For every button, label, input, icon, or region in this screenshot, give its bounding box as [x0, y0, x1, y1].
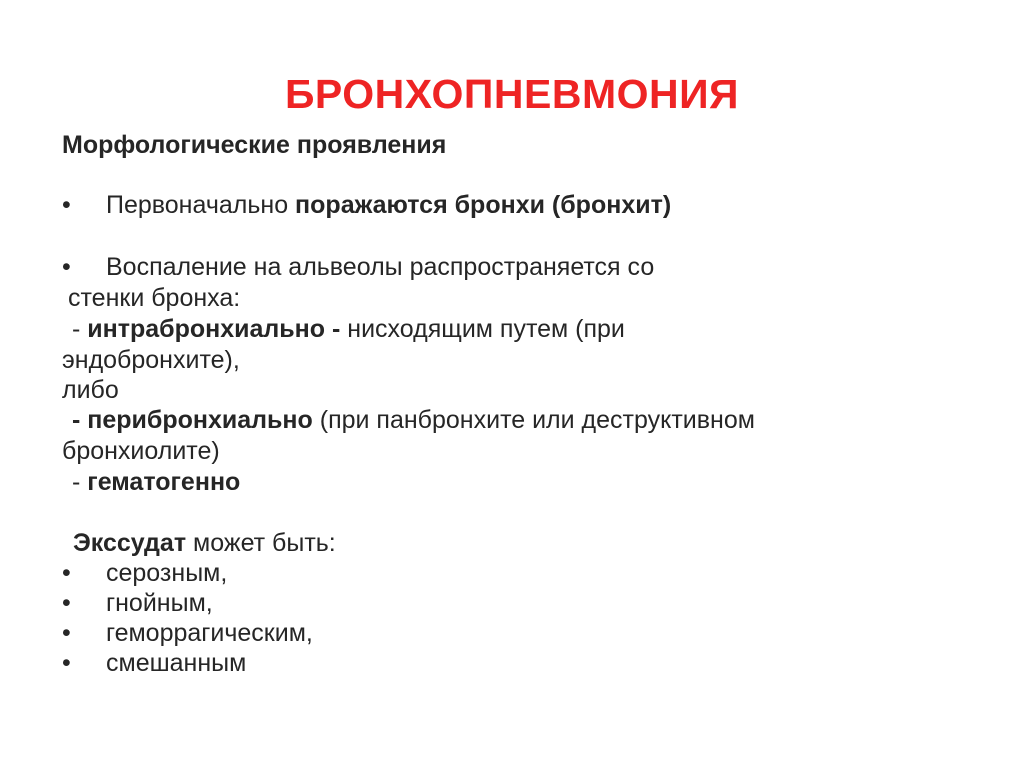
route-or: либо [62, 376, 119, 404]
route-intra-rest: нисходящим путем (при [347, 315, 625, 343]
bullet-marker: • [62, 649, 71, 677]
route-peri-continuation: бронхиолите) [62, 437, 220, 465]
route-intra-prefix: - [72, 315, 88, 343]
exudate-item: серозным, [106, 559, 228, 587]
route-hematogenous [72, 466, 240, 498]
exudate-item: геморрагическим, [106, 619, 313, 647]
route-peri-bold: - перибронхиально [72, 406, 320, 434]
point-1-normal: Первоначально [106, 191, 296, 219]
exudate-heading [73, 527, 336, 559]
exudate-bold: Экссудат [73, 529, 194, 557]
bullet-marker: • [62, 253, 71, 281]
route-hemato-bold: гематогенно [87, 468, 241, 496]
route-intra-continuation: эндобронхите), [62, 346, 240, 374]
bullet-marker: • [62, 559, 71, 587]
point-2-line-1: Воспаление на альвеолы распространяется со [106, 253, 655, 281]
point-2-line-2: стенки бронха: [68, 284, 241, 312]
slide-title: БРОНХОПНЕВМОНИЯ [284, 71, 740, 117]
route-peribronchial [72, 404, 755, 436]
route-peri-rest: (при панбронхите или деструктивном [319, 406, 755, 434]
route-hemato-prefix: - [72, 468, 88, 496]
bullet-marker: • [62, 191, 71, 219]
exudate-item: смешанным [106, 649, 247, 677]
route-intrabronchial [72, 313, 625, 345]
bullet-marker: • [62, 619, 71, 647]
exudate-item: гнойным, [106, 589, 213, 617]
route-intra-bold: интрабронхиально - [87, 315, 348, 343]
bullet-marker: • [62, 589, 71, 617]
point-1-bold: поражаются бронхи (бронхит) [295, 191, 672, 219]
exudate-rest: может быть: [193, 529, 336, 557]
point-1 [106, 189, 671, 221]
subtitle: Морфологические проявления [62, 131, 447, 159]
